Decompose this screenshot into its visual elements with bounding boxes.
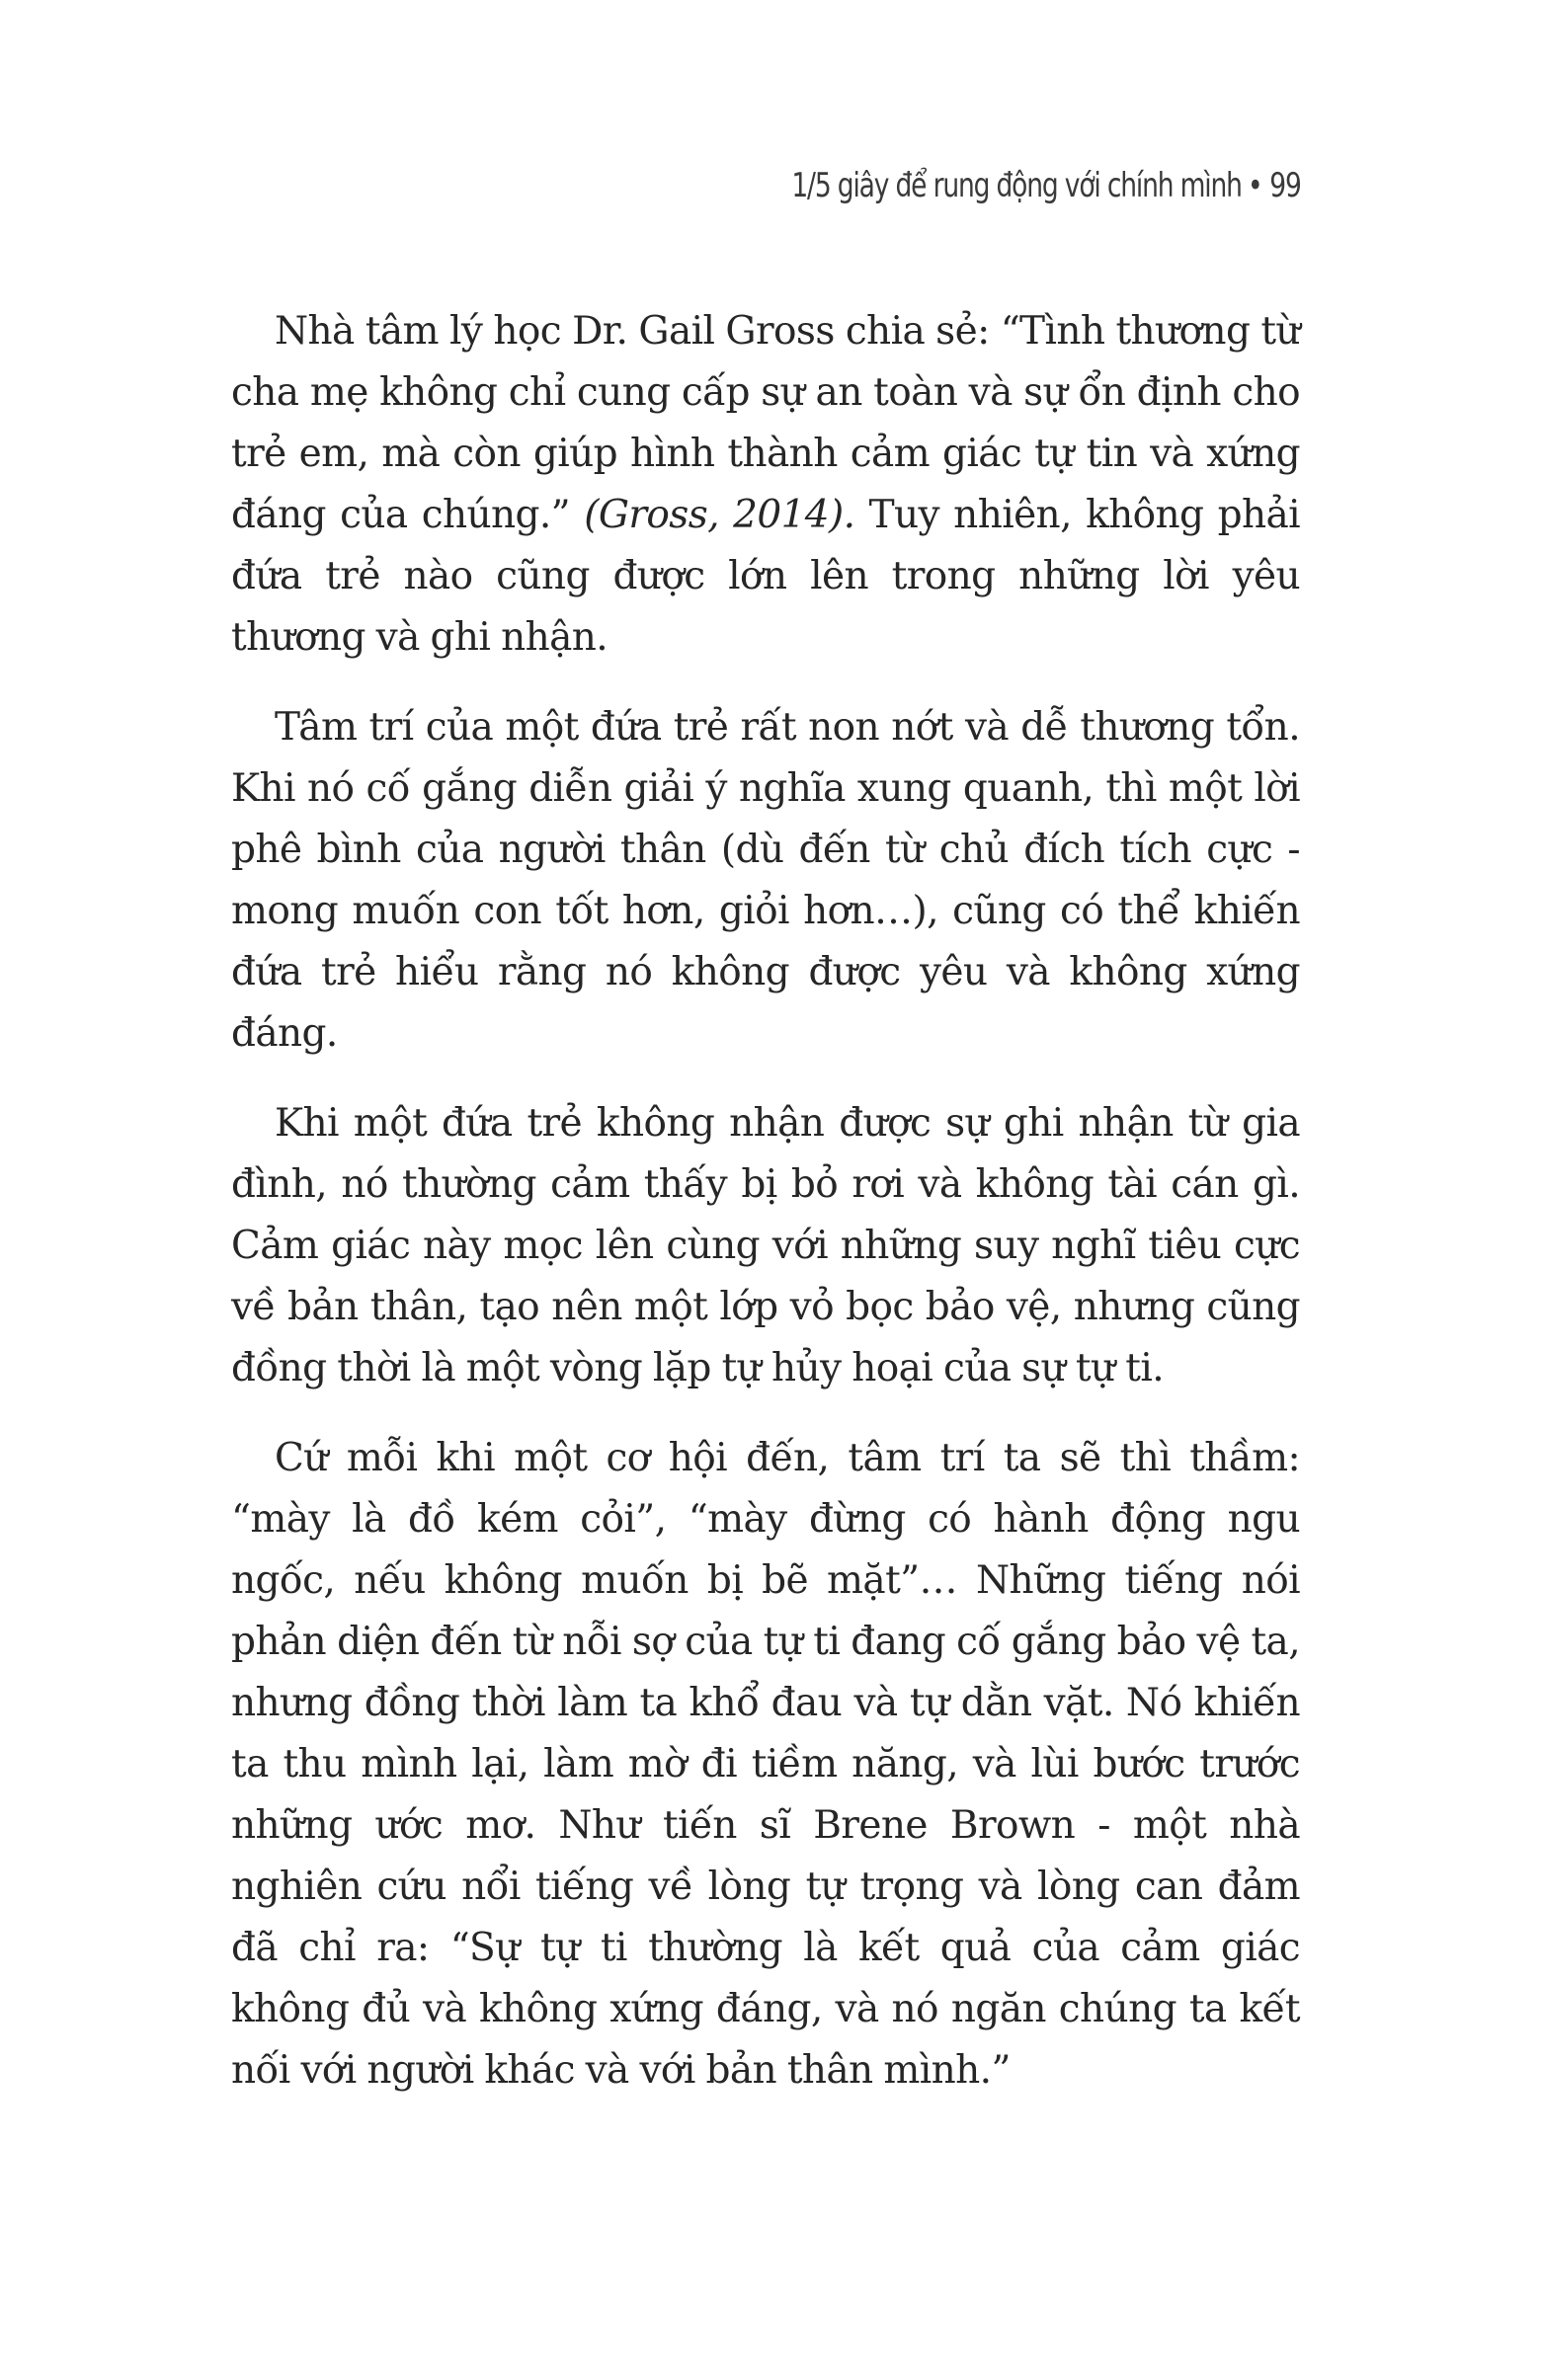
body-text xyxy=(231,301,1300,2102)
header-separator: • xyxy=(1248,166,1262,205)
running-title: 1/5 giây để rung động với chính mình xyxy=(791,166,1243,205)
page-number: 99 xyxy=(1269,166,1301,205)
paragraph-1-text: Nhà tâm lý học Dr. Gail Gross chia sẻ: “Tình thương từ cha mẹ không chỉ cung cấp sự an toàn và sự ổn định cho trẻ em, mà còn giúp hình thành cảm giác tự tin và xứng đáng của chúng.” xyxy=(231,309,1300,537)
paragraph-3: Khi một đứa trẻ không nhận được sự ghi nhận từ gia đình, nó thường cảm thấy bị bỏ rơi và không tài cán gì. Cảm giác này mọc lên cùng với những suy nghĩ tiêu cực về bản thân, tạo nên một lớp vỏ bọc bảo vệ, nhưng cũng đồng thời là một vòng lặp tự hủy hoại của sự tự ti. xyxy=(231,1101,1300,1390)
citation: (Gross, 2014). xyxy=(584,493,855,537)
paragraph-2: Tâm trí của một đứa trẻ rất non nớt và dễ thương tổn. Khi nó cố gắng diễn giải ý nghĩa xung quanh, thì một lời phê bình của người thân (dù đến từ chủ đích tích cực - mong muốn con tốt hơn, giỏi hơn…), cũng có thể khiến đứa trẻ hiểu rằng nó không được yêu và không xứng đáng. xyxy=(231,705,1300,1056)
running-header xyxy=(792,166,1301,205)
paragraph-4: Cứ mỗi khi một cơ hội đến, tâm trí ta sẽ thì thầm: “mày là đồ kém cỏi”, “mày đừng có hành động ngu ngốc, nếu không muốn bị bẽ mặt”… Những tiếng nói phản diện đến từ nỗi sợ của tự ti đang cố gắng bảo vệ ta, nhưng đồng thời làm ta khổ đau và tự dằn vặt. Nó khiến ta thu mình lại, làm mờ đi tiềm năng, và lùi bước trước những ước mơ. Như tiến sĩ Brene Brown - một nhà nghiên cứu nổi tiếng về lòng tự trọng và lòng can đảm đã chỉ ra: “Sự tự ti thường là kết quả của cảm giác không đủ và không xứng đáng, và nó ngăn chúng ta kết nối với người khác và với bản thân mình.” xyxy=(231,1436,1300,2093)
paragraph-1-continuation: Tuy nhiên, không phải đứa trẻ nào cũng được lớn lên trong những lời yêu thương và ghi nhận. xyxy=(231,493,1300,660)
paragraph-1 xyxy=(231,301,1300,669)
